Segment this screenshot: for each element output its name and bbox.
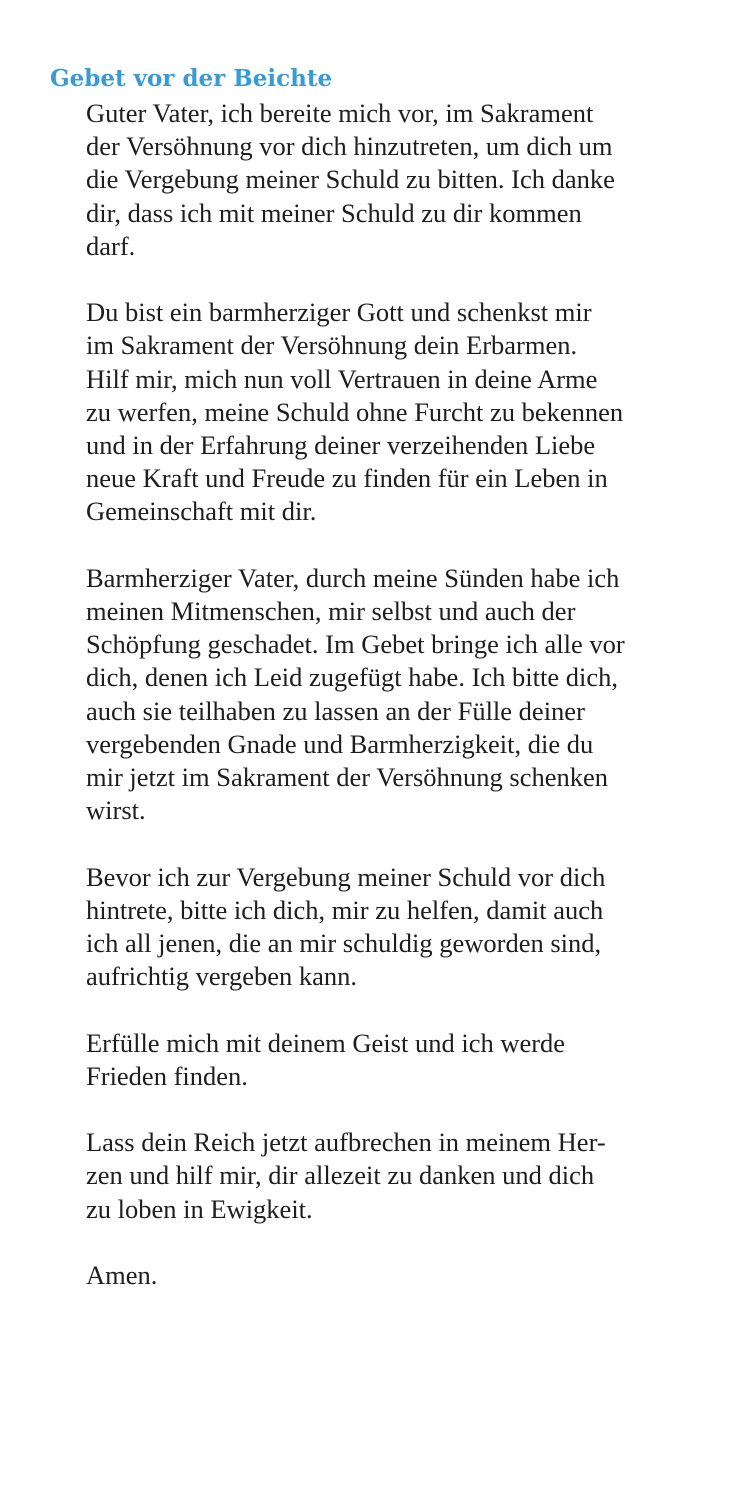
text-line: dich, denen ich Leid zugefügt habe. Ich bitte dich, <box>86 662 619 693</box>
paragraph-2 <box>86 296 696 528</box>
text-line: meinen Mitmenschen, mir selbst und auch der <box>86 596 576 627</box>
text-line: im Sakrament der Versöhnung dein Erbarmen. <box>86 330 578 361</box>
text-line: wirst. <box>86 795 146 826</box>
page-title: Gebet vor der Beichte <box>50 65 333 92</box>
text-line: aufrichtig vergeben kann. <box>86 961 358 992</box>
text-line: Erfülle mich mit deinem Geist und ich werde <box>86 1027 566 1058</box>
text-line: Hilf mir, mich nun voll Vertrauen in deine Arme <box>86 363 598 394</box>
text-line: Amen. <box>86 1260 158 1291</box>
text-line: darf. <box>86 230 136 261</box>
paragraph-1 <box>86 97 696 263</box>
text-line: Frieden finden. <box>86 1060 248 1091</box>
paragraph-amen <box>86 1259 696 1292</box>
paragraph-6 <box>86 1126 696 1226</box>
text-line: zen und hilf mir, dir allezeit zu danken und dich <box>86 1160 595 1191</box>
paragraph-4 <box>86 861 696 994</box>
text-line: Schöpfung geschadet. Im Gebet bringe ich alle vor <box>86 629 625 660</box>
text-line: zu loben in Ewigkeit. <box>86 1193 313 1224</box>
text-line: Lass dein Reich jetzt aufbrechen in meinem Her- <box>86 1127 606 1158</box>
text-line: vergebenden Gnade und Barmherzigkeit, die du <box>86 728 594 759</box>
text-line: Bevor ich zur Vergebung meiner Schuld vor dich <box>86 861 606 892</box>
text-line: auch sie teilhaben zu lassen an der Fülle deiner <box>86 695 585 726</box>
text-line: Guter Vater, ich bereite mich vor, im Sakrament <box>86 98 594 128</box>
prayer-text <box>86 97 696 1325</box>
text-line: der Versöhnung vor dich hinzutreten, um dich um <box>86 131 613 162</box>
text-line: Barmherziger Vater, durch meine Sünden habe ich <box>86 562 620 593</box>
text-line: dir, dass ich mit meiner Schuld zu dir kommen <box>86 197 582 228</box>
paragraph-3 <box>86 562 696 828</box>
text-line: zu werfen, meine Schuld ohne Furcht zu bekennen <box>86 396 624 427</box>
text-line: hintrete, bitte ich dich, mir zu helfen, damit auch <box>86 894 604 925</box>
text-line: Du bist ein barmherziger Gott und schenkst mir <box>86 297 592 328</box>
text-line: und in der Erfahrung deiner verzeihenden Liebe <box>86 430 596 461</box>
text-line: die Vergebung meiner Schuld zu bitten. Ich danke <box>86 164 615 195</box>
paragraph-5 <box>86 1027 696 1093</box>
text-line: Gemeinschaft mit dir. <box>86 496 317 527</box>
text-line: ich all jenen, die an mir schuldig geworden sind, <box>86 928 602 959</box>
text-line: neue Kraft und Freude zu finden für ein Leben in <box>86 463 608 494</box>
text-line: mir jetzt im Sakrament der Versöhnung schenken <box>86 762 609 793</box>
